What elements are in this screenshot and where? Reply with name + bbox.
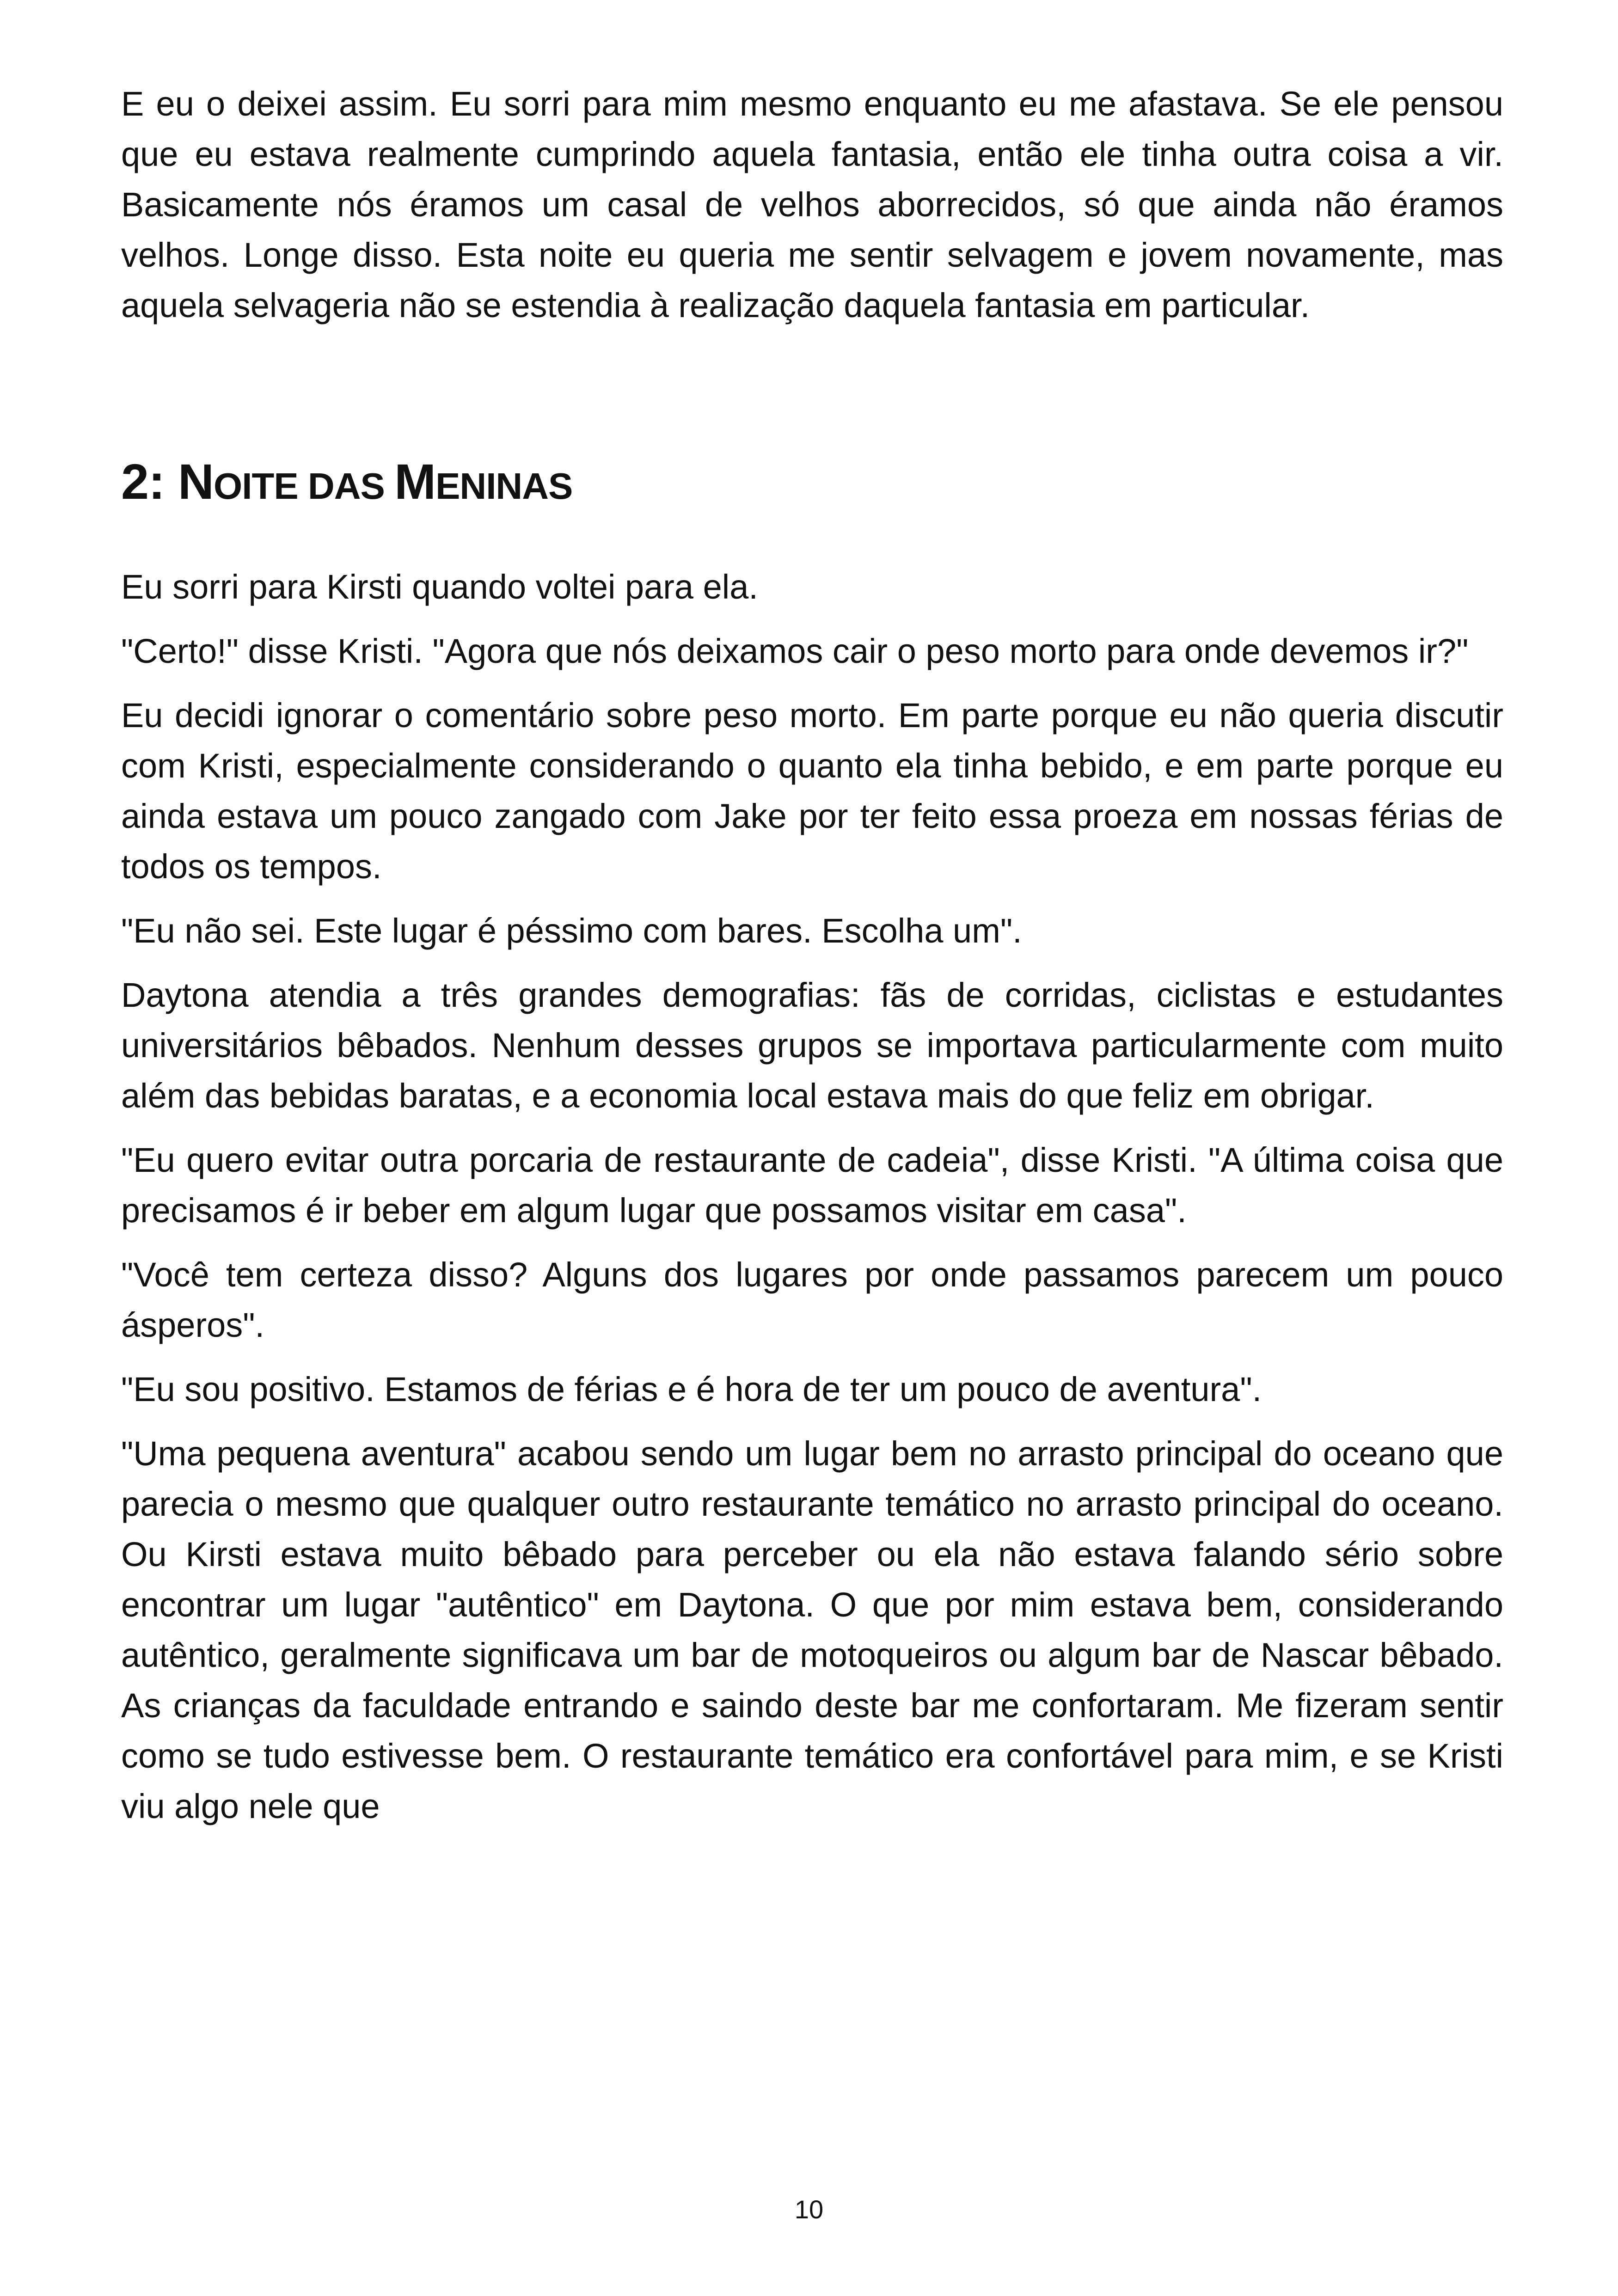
paragraph: Eu sorri para Kirsti quando voltei para ela. <box>121 568 758 606</box>
paragraph: "Eu não sei. Este lugar é péssimo com bares. Escolha um". <box>121 912 1022 950</box>
paragraph: "Certo!" disse Kristi. "Agora que nós deixamos cair o peso morto para onde devemos ir?" <box>121 632 1469 670</box>
chapter-title-smallcaps-1: OITE DAS <box>214 465 395 507</box>
paragraph: "Você tem certeza disso? Alguns dos lugares por onde passamos parecem um pouco ásperos". <box>121 1255 1503 1344</box>
page-number: 10 <box>794 2195 824 2224</box>
opening-paragraph: E eu o deixei assim. Eu sorri para mim mesmo enquanto eu me afastava. Se ele pensou que eu estava realmente cumprindo aquela fantasia, então ele tinha outra coisa a vir. Basicamente nós éramos um casal de velhos aborrecidos, só que ainda não éramos velhos. Longe disso. Esta noite eu queria me sentir selvagem e jovem novamente, mas aquela selvageria não se estendia à realização daquela fantasia em particular. <box>121 85 1503 325</box>
paragraph: Eu decidi ignorar o comentário sobre peso morto. Em parte porque eu não queria discutir com Kristi, especialmente considerando o quanto ela tinha bebido, e em parte porque eu ainda estava um pouco zangado com Jake por ter feito essa proeza em nossas férias de todos os tempos. <box>121 696 1503 886</box>
paragraph: "Eu quero evitar outra porcaria de restaurante de cadeia", disse Kristi. "A última coisa que precisamos é ir beber em algum lugar que possamos visitar em casa". <box>121 1141 1503 1230</box>
chapter-heading <box>121 452 1503 516</box>
paragraph: "Uma pequena aventura" acabou sendo um lugar bem no arrasto principal do oceano que parecia o mesmo que qualquer outro restaurante temático no arrasto principal do oceano. Ou Kirsti estava muito bêbado para perceber ou ela não estava falando sério sobre encontrar um lugar "autêntico" em Daytona. O que por mim estava bem, considerando autêntico, geralmente significava um bar de motoqueiros ou algum bar de Nascar bêbado. As crianças da faculdade entrando e saindo deste bar me confortaram. Me fizeram sentir como se tudo estivesse bem. O restaurante temático era confortável para mim, e se Kristi viu algo nele que <box>121 1434 1503 1825</box>
paragraph: "Eu sou positivo. Estamos de férias e é hora de ter um pouco de aventura". <box>121 1370 1262 1408</box>
chapter-title-initial-2: M <box>394 453 436 509</box>
paragraph: Daytona atendia a três grandes demografias: fãs de corridas, ciclistas e estudantes universitários bêbados. Nenhum desses grupos se importava particularmente com muito além das bebidas baratas, e a economia local estava mais do que feliz em obrigar. <box>121 976 1503 1115</box>
chapter-number: 2: <box>121 453 165 509</box>
chapter-title-initial-1: N <box>178 453 214 509</box>
page-body <box>121 79 1503 1845</box>
chapter-title-smallcaps-2: ENINAS <box>435 465 573 507</box>
